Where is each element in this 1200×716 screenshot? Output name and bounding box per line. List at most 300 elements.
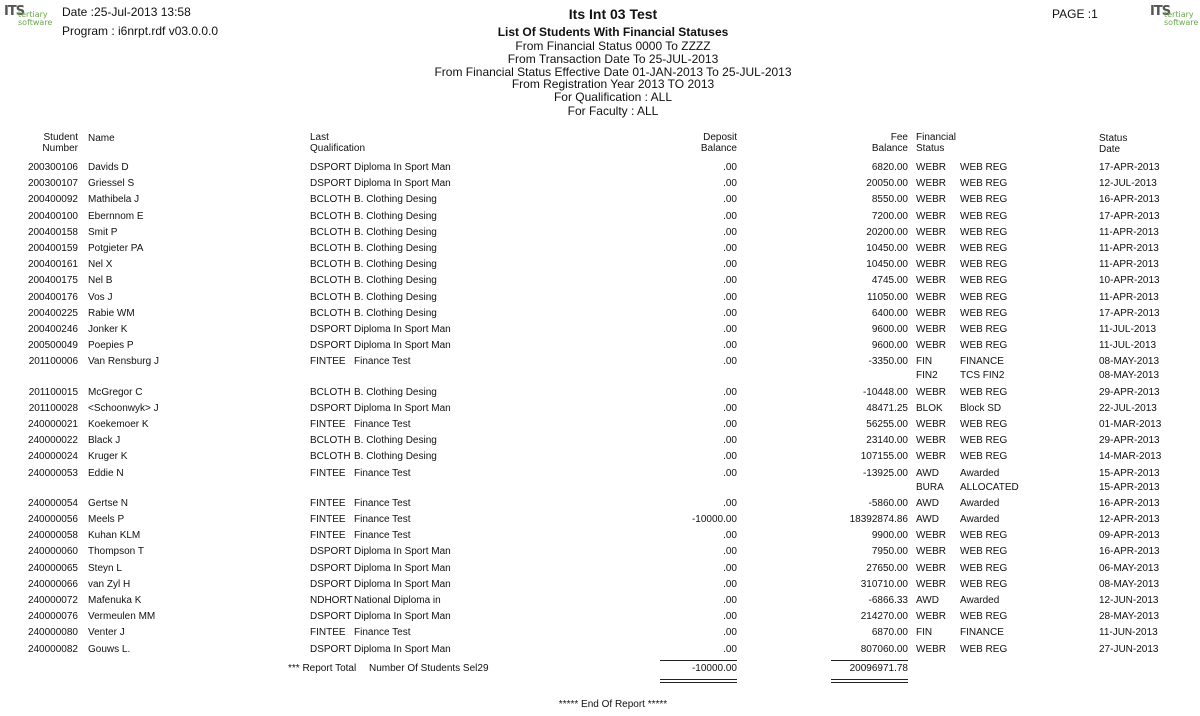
student-number: 200400158 — [27, 226, 78, 238]
status-date: 01-MAR-2013 — [1099, 419, 1162, 430]
header-deposit-balance: Deposit Balance — [700, 132, 737, 154]
total-fee: 20096971.78 — [849, 663, 908, 674]
student-name: Davids D — [88, 162, 129, 173]
qualification-name: B. Clothing Desing — [354, 243, 437, 254]
status-date: 08-MAY-2013 — [1099, 578, 1160, 590]
fee-balance: 9600.00 — [871, 340, 908, 352]
fee-balance: 8550.00 — [871, 194, 908, 206]
financial-status-code: WEBR — [916, 226, 946, 238]
deposit-balance: .00 — [723, 530, 737, 542]
student-name: Van Rensburg J — [88, 356, 159, 368]
financial-status-desc: WEB REG — [960, 611, 1008, 623]
financial-status-code: WEBR — [916, 324, 946, 335]
student-number: 240000053 — [27, 467, 78, 479]
financial-status-code: WEBR — [916, 451, 946, 463]
criteria-effective-date: From Financial Status Effective Date 01-JAN-2013 To 25-JUL-2013 — [434, 65, 792, 79]
student-number: 200400161 — [27, 259, 78, 271]
financial-status-desc: WEB REG — [960, 324, 1008, 335]
deposit-balance: .00 — [723, 419, 737, 430]
deposit-balance: .00 — [723, 611, 737, 623]
student-name: Meels P — [88, 514, 125, 525]
financial-status-desc: WEB REG — [960, 194, 1008, 206]
fee-balance: 7200.00 — [871, 210, 908, 222]
fee-balance: 18392874.86 — [849, 514, 908, 525]
financial-status-code: AWD — [916, 595, 939, 606]
financial-status-code: WEBR — [916, 210, 946, 222]
deposit-balance: .00 — [723, 291, 737, 303]
status-date: 06-MAY-2013 — [1099, 562, 1160, 574]
qualification-name: Finance Test — [354, 356, 411, 368]
deposit-balance: .00 — [723, 467, 737, 479]
financial-status-code: WEBR — [916, 611, 946, 623]
qualification-name: Diploma In Sport Man — [354, 340, 451, 352]
qualification-code: BCLOTH — [310, 307, 351, 319]
fee-balance: 310710.00 — [860, 578, 908, 590]
qualification-code: FINTEE — [310, 627, 346, 639]
end-of-report: ***** End Of Report ***** — [558, 699, 668, 710]
student-number: 240000072 — [27, 595, 78, 606]
fee-balance: -3350.00 — [868, 356, 908, 368]
student-name: Mafenuka K — [88, 595, 142, 606]
financial-status-desc: Awarded — [960, 595, 1000, 606]
student-number: 200400092 — [27, 194, 78, 206]
status-date: 12-APR-2013 — [1099, 514, 1160, 525]
deposit-balance: .00 — [723, 324, 737, 335]
financial-status-code: AWD — [916, 497, 939, 509]
qualification-code: FINTEE — [310, 419, 346, 430]
report-date: Date :25-Jul-2013 13:58 — [62, 5, 191, 19]
total-double-rule-deposit-1 — [660, 679, 737, 680]
status-date: 29-APR-2013 — [1099, 386, 1160, 398]
fee-balance: 9900.00 — [871, 530, 908, 542]
deposit-balance: .00 — [723, 643, 737, 655]
status-date: 14-MAR-2013 — [1099, 451, 1162, 463]
qualification-code: FINTEE — [310, 467, 346, 479]
financial-status-code: WEBR — [916, 178, 946, 190]
page-number: PAGE :1 — [1052, 7, 1098, 21]
deposit-balance: .00 — [723, 226, 737, 238]
financial-status-code: WEBR — [916, 386, 946, 398]
status-date: 11-APR-2013 — [1099, 243, 1159, 254]
qualification-code: DSPORT — [310, 340, 352, 352]
total-rule-deposit — [660, 660, 737, 661]
total-rule-fee — [831, 660, 908, 661]
student-name: Kruger K — [88, 451, 128, 463]
financial-status-desc: WEB REG — [960, 562, 1008, 574]
financial-status-desc: TCS FIN2 — [960, 370, 1005, 382]
status-date: 22-JUL-2013 — [1099, 402, 1157, 414]
financial-status-code: WEBR — [916, 643, 946, 655]
deposit-balance: .00 — [723, 627, 737, 639]
qualification-name: Diploma In Sport Man — [354, 546, 451, 558]
qualification-code: FINTEE — [310, 530, 346, 542]
status-date: 17-APR-2013 — [1099, 162, 1160, 173]
financial-status-code: WEBR — [916, 259, 946, 271]
financial-status-code: WEBR — [916, 243, 946, 254]
financial-status-desc: WEB REG — [960, 435, 1008, 447]
student-name: Jonker K — [88, 324, 128, 335]
total-double-rule-fee-2 — [831, 682, 908, 683]
status-date: 08-MAY-2013 — [1099, 356, 1160, 368]
qualification-code: BCLOTH — [310, 194, 351, 206]
financial-status-desc: Awarded — [960, 514, 1000, 525]
financial-status-desc: WEB REG — [960, 643, 1008, 655]
report-program: Program : i6nrpt.rdf v03.0.0.0 — [62, 24, 219, 38]
fee-balance: -6866.33 — [868, 595, 908, 606]
fee-balance: 11050.00 — [867, 291, 908, 303]
qualification-code: BCLOTH — [310, 275, 351, 287]
financial-status-code: AWD — [916, 467, 939, 479]
student-name: McGregor C — [88, 386, 143, 398]
financial-status-code: FIN — [916, 627, 933, 639]
student-name: Ebernnom E — [88, 210, 144, 222]
student-name: Kuhan KLM — [88, 530, 141, 542]
fee-balance: -5860.00 — [868, 497, 908, 509]
student-number: 200400225 — [27, 307, 78, 319]
financial-status-desc: WEB REG — [960, 226, 1008, 238]
qualification-code: DSPORT — [310, 611, 352, 623]
logo-text-line1: tertiary — [1164, 10, 1194, 19]
financial-status-code: WEBR — [916, 419, 946, 430]
financial-status-desc: WEB REG — [960, 307, 1008, 319]
logo-mark: ITS — [1150, 4, 1171, 19]
qualification-code: FINTEE — [310, 514, 346, 525]
qualification-code: FINTEE — [310, 497, 346, 509]
fee-balance: 48471.25 — [866, 402, 908, 414]
deposit-balance: .00 — [723, 194, 737, 206]
student-number: 201100028 — [28, 402, 78, 414]
header-name: Name — [88, 133, 115, 144]
qualification-name: Finance Test — [354, 627, 411, 639]
qualification-code: DSPORT — [310, 546, 352, 558]
status-date: 28-MAY-2013 — [1099, 611, 1160, 623]
qualification-code: DSPORT — [310, 324, 352, 335]
financial-status-desc: WEB REG — [960, 530, 1008, 542]
financial-status-code: WEBR — [916, 578, 946, 590]
student-name: <Schoonwyk> J — [88, 402, 159, 414]
student-number: 240000076 — [27, 611, 78, 623]
status-date: 29-APR-2013 — [1099, 435, 1160, 447]
financial-status-code: WEBR — [916, 530, 946, 542]
qualification-name: B. Clothing Desing — [354, 307, 437, 319]
fee-balance: 6820.00 — [871, 162, 908, 173]
financial-status-desc: WEB REG — [960, 386, 1008, 398]
financial-status-desc: WEB REG — [960, 419, 1008, 430]
deposit-balance: .00 — [723, 340, 737, 352]
deposit-balance: .00 — [723, 578, 737, 590]
criteria-transaction-date: From Transaction Date To 25-JUL-2013 — [507, 52, 719, 66]
status-date: 08-MAY-2013 — [1099, 370, 1160, 382]
financial-status-code: WEBR — [916, 307, 946, 319]
financial-status-desc: Awarded — [960, 467, 1000, 479]
qualification-name: Diploma In Sport Man — [354, 162, 451, 173]
qualification-name: Diploma In Sport Man — [354, 324, 451, 335]
logo-mark: ITS — [4, 4, 25, 19]
criteria-qualification: For Qualification : ALL — [553, 90, 673, 104]
student-name: Smit P — [88, 226, 118, 238]
qualification-name: B. Clothing Desing — [354, 210, 437, 222]
fee-balance: 56255.00 — [866, 419, 908, 430]
header-fee-balance: Fee Balance — [871, 132, 908, 154]
financial-status-desc: WEB REG — [960, 162, 1008, 173]
student-name: Venter J — [88, 627, 125, 639]
qualification-code: BCLOTH — [310, 435, 351, 447]
qualification-code: DSPORT — [310, 578, 352, 590]
fee-balance: 6400.00 — [871, 307, 908, 319]
qualification-code: DSPORT — [310, 562, 352, 574]
financial-status-desc: Block SD — [960, 402, 1002, 414]
status-date: 15-APR-2013 — [1099, 467, 1160, 479]
student-name: Steyn L — [88, 562, 122, 574]
status-date: 11-JUL-2013 — [1099, 324, 1157, 335]
status-date: 09-APR-2013 — [1099, 530, 1160, 542]
qualification-name: Finance Test — [354, 497, 411, 509]
financial-status-desc: WEB REG — [960, 451, 1008, 463]
student-number: 201100015 — [28, 386, 78, 398]
student-number: 200400175 — [27, 275, 78, 287]
student-name: Nel B — [88, 275, 113, 287]
status-date: 27-JUN-2013 — [1099, 643, 1159, 655]
status-date: 16-APR-2013 — [1099, 546, 1160, 558]
financial-status-code: BLOK — [916, 402, 943, 414]
student-name: Koekemoer K — [88, 419, 149, 430]
financial-status-code: WEBR — [916, 194, 946, 206]
qualification-name: Diploma In Sport Man — [354, 643, 451, 655]
student-name: Eddie N — [88, 467, 124, 479]
deposit-balance: .00 — [723, 178, 737, 190]
deposit-balance: .00 — [723, 275, 737, 287]
fee-balance: 107155.00 — [860, 451, 908, 463]
deposit-balance: -10000.00 — [691, 514, 737, 525]
status-date: 17-APR-2013 — [1099, 307, 1160, 319]
fee-balance: 807060.00 — [860, 643, 908, 655]
qualification-code: FINTEE — [310, 356, 346, 368]
fee-balance: 20200.00 — [866, 226, 908, 238]
qualification-code: BCLOTH — [310, 451, 351, 463]
status-date: 17-APR-2013 — [1099, 210, 1160, 222]
qualification-code: BCLOTH — [310, 291, 351, 303]
qualification-code: BCLOTH — [310, 259, 351, 271]
financial-status-desc: WEB REG — [960, 259, 1008, 271]
fee-balance: 10450.00 — [866, 243, 908, 254]
student-number: 240000065 — [27, 562, 78, 574]
status-date: 11-APR-2013 — [1099, 226, 1159, 238]
fee-balance: -13925.00 — [862, 467, 908, 479]
student-name: Potgieter PA — [88, 243, 144, 254]
financial-status-desc: WEB REG — [960, 578, 1008, 590]
fee-balance: 6870.00 — [871, 627, 908, 639]
financial-status-desc: FINANCE — [960, 356, 1004, 368]
financial-status-code: AWD — [916, 514, 939, 525]
status-date: 11-APR-2013 — [1099, 291, 1159, 303]
student-number: 200300106 — [27, 162, 78, 173]
financial-status-desc: WEB REG — [960, 243, 1008, 254]
status-date: 12-JUL-2013 — [1099, 178, 1157, 190]
financial-status-desc: WEB REG — [960, 340, 1008, 352]
qualification-name: B. Clothing Desing — [354, 451, 437, 463]
qualification-name: Diploma In Sport Man — [354, 178, 451, 190]
report-title: Its Int 03 Test — [568, 6, 658, 22]
financial-status-desc: WEB REG — [960, 291, 1008, 303]
fee-balance: 10450.00 — [866, 259, 908, 271]
total-deposit: -10000.00 — [691, 663, 737, 674]
fee-balance: 23140.00 — [866, 435, 908, 447]
fee-balance: 7950.00 — [871, 546, 908, 558]
student-number: 240000082 — [27, 643, 78, 655]
deposit-balance: .00 — [723, 546, 737, 558]
financial-status-desc: ALLOCATED — [960, 481, 1019, 493]
qualification-name: Finance Test — [354, 530, 411, 542]
qualification-name: Diploma In Sport Man — [354, 562, 451, 574]
student-number: 240000056 — [27, 514, 78, 525]
deposit-balance: .00 — [723, 259, 737, 271]
fee-balance: 20050.00 — [866, 178, 908, 190]
deposit-balance: .00 — [723, 595, 737, 606]
report-total-label: *** Report Total — [288, 663, 357, 674]
header-last-qualification: Last Qualification — [310, 132, 366, 154]
student-number: 240000066 — [27, 578, 78, 590]
student-number: 200400159 — [27, 243, 78, 254]
logo-text-line2: software — [18, 18, 53, 27]
logo-text-line1: tertiary — [18, 10, 48, 19]
student-name: Vermeulen MM — [88, 611, 156, 623]
student-number: 240000058 — [27, 530, 78, 542]
financial-status-desc: Awarded — [960, 497, 1000, 509]
student-number: 200400100 — [27, 210, 78, 222]
student-number: 240000024 — [27, 451, 78, 463]
financial-status-code: WEBR — [916, 162, 946, 173]
total-double-rule-deposit-2 — [660, 682, 737, 683]
student-number: 201100006 — [28, 356, 78, 368]
criteria-faculty: For Faculty : ALL — [567, 104, 659, 118]
financial-status-code: WEBR — [916, 275, 946, 287]
status-date: 10-APR-2013 — [1099, 275, 1160, 287]
student-number: 200400176 — [27, 291, 78, 303]
header-student-number: Student Number — [42, 132, 78, 154]
qualification-name: National Diploma in — [354, 595, 441, 606]
student-number: 200500049 — [27, 340, 78, 352]
fee-balance: 4745.00 — [871, 275, 908, 287]
fee-balance: 214270.00 — [860, 611, 908, 623]
logo-text-line2: software — [1164, 18, 1199, 27]
qualification-name: Finance Test — [354, 514, 411, 525]
qualification-name: B. Clothing Desing — [354, 435, 437, 447]
qualification-name: Finance Test — [354, 419, 411, 430]
deposit-balance: .00 — [723, 386, 737, 398]
financial-status-code: FIN2 — [916, 370, 938, 382]
status-date: 11-JUN-2013 — [1099, 627, 1158, 639]
qualification-name: B. Clothing Desing — [354, 259, 437, 271]
deposit-balance: .00 — [723, 497, 737, 509]
fee-balance: 9600.00 — [871, 324, 908, 335]
header-financial-status: Financial Status — [916, 132, 957, 154]
status-date: 15-APR-2013 — [1099, 481, 1160, 493]
qualification-code: DSPORT — [310, 178, 352, 190]
qualification-code: BCLOTH — [310, 226, 351, 238]
qualification-code: BCLOTH — [310, 210, 351, 222]
student-count-label: Number Of Students Sel29 — [369, 663, 489, 674]
student-name: Poepies P — [88, 340, 134, 352]
qualification-name: B. Clothing Desing — [354, 291, 437, 303]
student-number: 200400246 — [27, 324, 78, 335]
status-date: 16-APR-2013 — [1099, 497, 1160, 509]
status-date: 12-JUN-2013 — [1099, 595, 1159, 606]
student-name: Rabie WM — [88, 307, 135, 319]
deposit-balance: .00 — [723, 435, 737, 447]
qualification-name: Diploma In Sport Man — [354, 578, 451, 590]
qualification-code: BCLOTH — [310, 386, 351, 398]
status-date: 11-APR-2013 — [1099, 259, 1159, 271]
total-double-rule-fee-1 — [831, 679, 908, 680]
deposit-balance: .00 — [723, 356, 737, 368]
qualification-name: B. Clothing Desing — [354, 275, 437, 287]
status-date: 11-JUL-2013 — [1099, 340, 1157, 352]
qualification-code: BCLOTH — [310, 243, 351, 254]
student-number: 240000060 — [27, 546, 78, 558]
financial-status-desc: WEB REG — [960, 546, 1008, 558]
student-number: 240000054 — [27, 497, 78, 509]
financial-status-desc: FINANCE — [960, 627, 1004, 639]
criteria-registration-year: From Registration Year 2013 TO 2013 — [511, 77, 715, 91]
student-name: van Zyl H — [88, 578, 131, 590]
qualification-name: B. Clothing Desing — [354, 386, 437, 398]
financial-status-desc: WEB REG — [960, 210, 1008, 222]
qualification-name: Diploma In Sport Man — [354, 402, 451, 414]
deposit-balance: .00 — [723, 162, 737, 173]
student-name: Gouws L. — [88, 643, 131, 655]
report-subtitle: List Of Students With Financial Statuses — [497, 25, 729, 39]
qualification-name: Diploma In Sport Man — [354, 611, 451, 623]
qualification-name: B. Clothing Desing — [354, 194, 437, 206]
qualification-name: B. Clothing Desing — [354, 226, 437, 238]
financial-status-code: BURA — [916, 481, 944, 493]
student-name: Vos J — [88, 291, 113, 303]
qualification-code: DSPORT — [310, 162, 352, 173]
financial-status-desc: WEB REG — [960, 178, 1008, 190]
deposit-balance: .00 — [723, 402, 737, 414]
student-number: 200300107 — [27, 178, 78, 190]
financial-status-code: WEBR — [916, 435, 946, 447]
financial-status-desc: WEB REG — [960, 275, 1008, 287]
student-number: 240000022 — [27, 435, 78, 447]
student-name: Thompson T — [88, 546, 144, 558]
financial-status-code: WEBR — [916, 340, 946, 352]
student-name: Nel X — [88, 259, 113, 271]
student-number: 240000080 — [27, 627, 78, 639]
financial-status-code: WEBR — [916, 546, 946, 558]
financial-status-code: FIN — [916, 356, 933, 368]
fee-balance: 27650.00 — [866, 562, 908, 574]
qualification-code: DSPORT — [310, 402, 352, 414]
deposit-balance: .00 — [723, 307, 737, 319]
deposit-balance: .00 — [723, 562, 737, 574]
fee-balance: -10448.00 — [862, 386, 908, 398]
financial-status-code: WEBR — [916, 291, 946, 303]
student-name: Gertse N — [88, 497, 129, 509]
deposit-balance: .00 — [723, 243, 737, 254]
criteria-financial-status: From Financial Status 0000 To ZZZZ — [515, 39, 711, 53]
deposit-balance: .00 — [723, 210, 737, 222]
status-date: 16-APR-2013 — [1099, 194, 1160, 206]
student-number: 240000021 — [27, 419, 78, 430]
student-name: Black J — [88, 435, 121, 447]
student-name: Mathibela J — [88, 194, 140, 206]
qualification-name: Finance Test — [354, 467, 411, 479]
qualification-code: NDHORT — [310, 595, 353, 606]
student-name: Griessel S — [88, 178, 135, 190]
qualification-code: DSPORT — [310, 643, 352, 655]
financial-status-code: WEBR — [916, 562, 946, 574]
